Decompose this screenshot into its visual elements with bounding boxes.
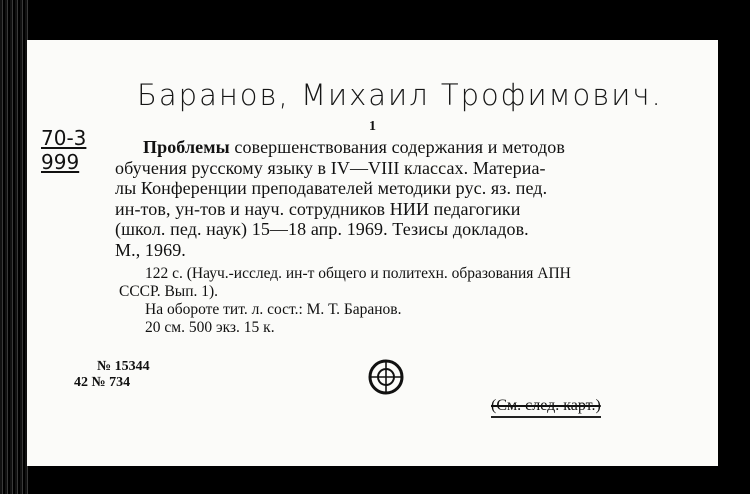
entry-number: 1 [369,119,376,134]
call-number [41,126,86,174]
continued-note: (См. след. карт.) [491,397,601,418]
inventory-numbers [47,359,150,391]
entry-line-5: (школ. пед. наук) 15—18 апр. 1969. Тезисы докладов. [115,219,529,239]
entry-line-2: обучения русскому языку в IV—VIII классах. Материа- [115,157,546,178]
inventory-line-2: 42 № 734 [74,375,131,390]
call-number-line-1: 70-3 [41,126,87,150]
entry-line-3: лы Конференции преподавателей методики рус. яз. пед. [115,178,548,198]
catalog-card [27,40,718,466]
entry-title-word: Проблемы [143,137,230,157]
bibliographic-entry [115,137,705,260]
library-stamp-icon [367,358,405,396]
entry-line-4: ин-тов, ун-тов и науч. сотрудников НИИ педагогики [115,198,521,219]
inventory-line-1: № 15344 [97,359,150,374]
detail-line-3: На обороте тит. л. сост.: М. Т. Баранов. [145,301,402,318]
scan-edge [0,0,30,494]
detail-line-2: СССР. Вып. 1). [119,283,219,300]
call-number-line-2: 999 [41,150,80,174]
handwritten-author: Баранов, Михаил Трофимович. [137,78,663,112]
physical-description [119,265,679,337]
entry-line-1-text: совершенствования содержания и методов [234,137,565,157]
entry-line-1 [143,137,705,158]
detail-line-4: 20 см. 500 экз. 15 к. [145,319,275,336]
detail-line-1: 122 с. (Науч.-исслед. ин-т общего и политехн. образования АПН [145,265,571,282]
entry-line-6: М., 1969. [115,239,186,260]
